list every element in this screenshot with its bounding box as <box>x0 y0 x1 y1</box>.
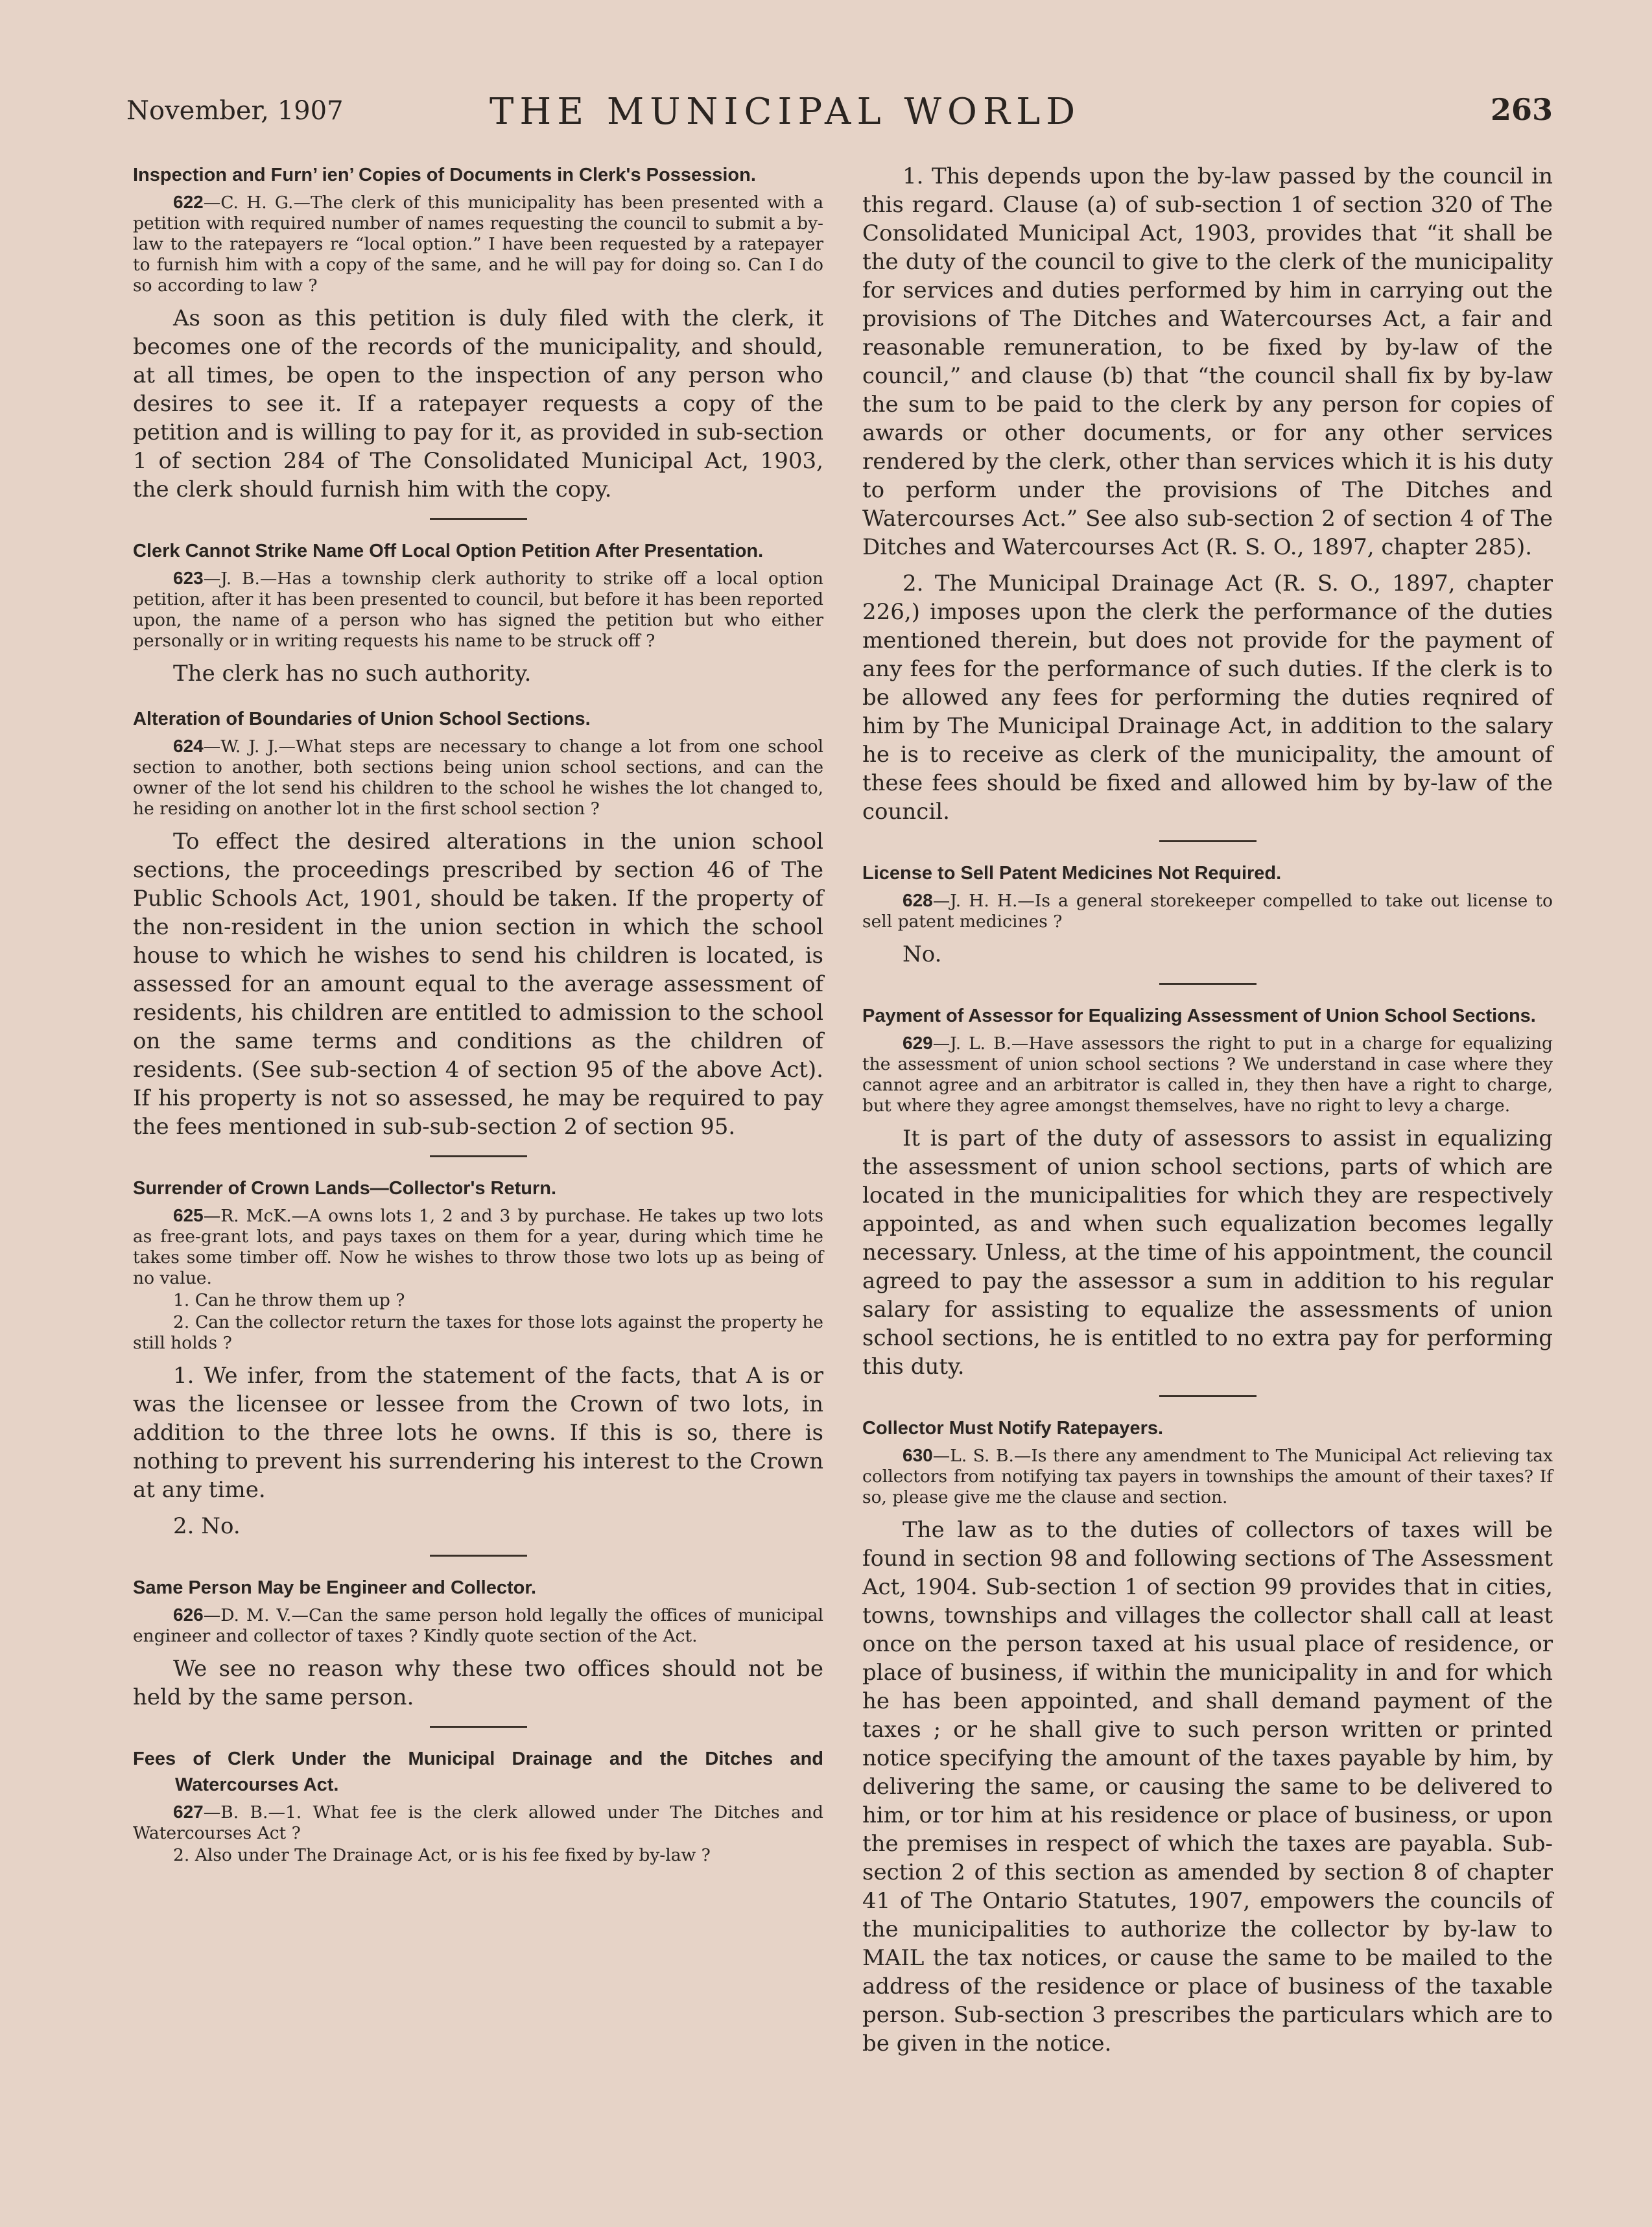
question <box>133 1205 823 1289</box>
question <box>133 192 823 296</box>
section-heading: Payment of Assessor for Equalizing Assessment of Union School Sections. <box>862 1006 1536 1026</box>
question <box>862 890 1553 932</box>
answer: To effect the desired alterations in the union school sections, the proceedings prescribed by section 46 of The Public Schools Act, 1901, should be taken. If the property of the non-resident in the union section in which the school house to which he wishes to send his children is located, is assessed for an amount equal to the average assessment of residents, his children are entitled to admission to the school on the same terms and conditions as the children of residents. (See sub-section 4 of section 95 of the above Act). If his property is not so assessed, he may be required to pay the fees mentioned in sub-sub-section 2 of section 95. <box>133 829 823 1140</box>
question <box>133 568 823 652</box>
section-heading: Fees of Clerk Under the Municipal Drainage and the Ditches and Watercourses Act. <box>133 1749 823 1795</box>
section-heading: Same Person May be Engineer and Collector. <box>133 1577 537 1598</box>
question <box>133 1605 823 1647</box>
question-text: —W. J. J.—What steps are necessary to change a lot from one school section to another, both sections being union school sections, and can the owner of the lot send his children to the school he wishes the lot changed to, he residing on another lot in the first school section ? <box>133 736 823 819</box>
answer: 2. No. <box>173 1513 241 1539</box>
section-625 <box>133 1175 823 1540</box>
question-text: —L. S. B.—Is there any amendment to The Municipal Act relieving tax collectors from notifying tax payers in townships the amount of their taxes? If so, please give me the clause and section. <box>862 1446 1553 1507</box>
section-divider <box>430 1555 527 1557</box>
section-626 <box>133 1575 823 1712</box>
section-628 <box>862 860 1553 969</box>
question-subpart: 2. Can the collector return the taxes for those lots against the property he still holds ? <box>133 1312 823 1353</box>
section-630 <box>862 1415 1553 2058</box>
question-number: 626 <box>173 1605 204 1625</box>
question-number: 628 <box>903 890 933 910</box>
question <box>862 1445 1553 1508</box>
question-text: —J. B.—Has a township clerk authority to strike off a local option petition, after it has been presented to council, but before it has been reported upon, the name of a person who has signed the petition but who either personally or in writing requests his name to be struck off ? <box>133 569 823 651</box>
question-text: —C. H. G.—The clerk of this municipality has been presented with a petition with required number of names requesting the council to submit a by-law to the ratepayers re “local option.” I have been requested by a ratepayer to furnish him with a copy of the same, and he will pay for doing so. Can I do so according to law ? <box>133 193 823 296</box>
question-subpart: 1. Can he throw them up ? <box>173 1290 405 1310</box>
section-627-answers <box>862 162 1553 826</box>
publication-title: THE MUNICIPAL WORLD <box>490 91 1081 133</box>
answer: The clerk has no such authority. <box>173 661 532 687</box>
answer: 2. The Municipal Drainage Act (R. S. O., 1897, chapter 226,) imposes upon the clerk the performance of the duties mentioned therein, but does not provide for the payment of any fees for the performance of such duties. If the clerk is to be allowed any fees for performing the duties reqnired of him by The Municipal Drainage Act, in addition to the salary he is to receive as clerk of the municipality, the amount of these fees should be fixed and allowed him by by-law of the council. <box>862 571 1553 825</box>
right-column <box>862 162 1553 2058</box>
question <box>133 736 823 819</box>
question-subpart: 2. Also under The Drainage Act, or is his fee fixed by by-law ? <box>173 1845 711 1865</box>
answer: We see no reason why these two offices should not be held by the same person. <box>133 1656 823 1710</box>
section-heading: Collector Must Notify Ratepayers. <box>862 1418 1164 1439</box>
section-divider <box>430 1726 527 1728</box>
section-divider <box>430 518 527 520</box>
question-number: 622 <box>173 192 204 212</box>
answer: The law as to the duties of collectors of taxes will be found in section 98 and following sections of The Assessment Act, 1904. Sub-section 1 of section 99 provides that in cities, towns, townships and villages the collector shall call at least once on the person taxed at his usual place of residence, or place of business, if within the municipality in and for which he has been appointed, and shall demand payment of the taxes ; or he shall give to such person written or printed notice specifying the amount of the taxes payable by him, by delivering the same, or causing the same to be delivered to him, or tor him at his residence or place of business, or upon the premises in respect of which the taxes are payabla. Sub-section 2 of this section as amended by section 8 of chapter 41 of The Ontario Statutes, 1907, empowers the councils of the municipalities to authorize the collector by by-law to MAIL the tax notices, or cause the same to be mailed to the address of the residence or place of business of the taxable person. Sub-section 3 prescribes the particulars which are to be given in the notice. <box>862 1517 1553 2056</box>
section-heading: Inspection and Furn’ ien’ Copies of Documents in Clerk's Possession. <box>133 165 756 185</box>
answer: As soon as this petition is duly filed with the clerk, it becomes one of the records of the municipality, and should, at all times, be open to the inspection of any person who desires to see it. If a ratepayer requests a copy of the petition and is willing to pay for it, as provided in sub-section 1 of section 284 of The Consolidated Municipal Act, 1903, the clerk should furnish him with the copy. <box>133 305 823 502</box>
section-heading: Clerk Cannot Strike Name Off Local Option Petition After Presentation. <box>133 541 764 561</box>
section-623 <box>133 538 823 688</box>
section-heading: Alteration of Boundaries of Union School Sections. <box>133 709 591 729</box>
question-text: —B. B.—1. What fee is the clerk allowed under The Ditches and Watercourses Act ? <box>133 1802 823 1843</box>
section-divider <box>1159 1395 1257 1397</box>
answer: It is part of the duty of assessors to assist in equalizing the assessment of union school sections, parts of which are located in the municipalities for which they are respectively appointed, as and when such equalization becomes legally necessary. Unless, at the time of his appointment, the council agreed to pay the assessor a sum in addition to his regular salary for assisting to equalize the assessments of union school sections, he is entitled to no extra pay for performing this duty. <box>862 1125 1553 1380</box>
page-number: 263 <box>1490 92 1553 127</box>
answer: 1. We infer, from the statement of the facts, that A is or was the licensee or lessee from the Crown of two lots, in addition to the three lots he owns. If this is so, there is nothing to prevent his surrendering his interest to the Crown at any time. <box>133 1363 823 1503</box>
question-text: —R. McK.—A owns lots 1, 2 and 3 by purchase. He takes up two lots as free-grant lots, and pays taxes on them for a year, during which time he takes some timber off. Now he wishes to throw those two lots up as being of no value. <box>133 1206 823 1288</box>
section-divider <box>430 1155 527 1157</box>
question-number: 623 <box>173 568 204 588</box>
section-divider <box>1159 840 1257 842</box>
issue-date: November, 1907 <box>126 96 344 126</box>
section-627 <box>133 1746 823 1866</box>
left-column <box>133 162 823 1867</box>
question-number: 630 <box>903 1445 933 1465</box>
question-number: 629 <box>903 1033 933 1053</box>
section-624 <box>133 706 823 1141</box>
question-number: 627 <box>173 1802 204 1822</box>
section-622 <box>133 162 823 504</box>
section-heading: License to Sell Patent Medicines Not Required. <box>862 863 1282 884</box>
section-629 <box>862 1003 1553 1381</box>
question-text: —D. M. V.—Can the same person hold legally the offices of municipal engineer and collector of taxes ? Kindly quote section of the Act. <box>133 1605 823 1646</box>
question <box>133 1802 823 1844</box>
question-text: —J. L. B.—Have assessors the right to put in a charge for equalizing the assessment of union school sections ? We understand in case where they cannot agree and an arbitrator is called in, they then have a right to charge, but where they agree amongst themselves, have no right to levy a charge. <box>862 1033 1553 1116</box>
page-header <box>126 91 1553 143</box>
section-divider <box>1159 983 1257 985</box>
question-number: 624 <box>173 736 204 756</box>
answer: No. <box>903 941 942 967</box>
section-heading: Surrender of Crown Lands—Collector's Return. <box>133 1178 557 1199</box>
question-number: 625 <box>173 1205 204 1225</box>
answer: 1. This depends upon the by-law passed by the council in this regard. Clause (a) of sub-section 1 of section 320 of The Consolidated Municipal Act, 1903, provides that “it shall be the duty of the council to give to the clerk of the municipality for services and duties performed by him in carrying out the provisions of The Ditches and Watercourses Act, a fair and reasonable remuneration, to be fixed by by-law of the council,” and clause (b) that “the council shall fix by by-law the sum to be paid to the clerk by any person for copies of awards or other documents, or for any other services rendered by the clerk, other than services which it is his duty to perform under the provisions of The Ditches and Watercourses Act.” See also sub-section 2 of section 4 of The Ditches and Watercourses Act (R. S. O., 1897, chapter 285). <box>862 163 1553 560</box>
question <box>862 1033 1553 1116</box>
question-text: —J. H. H.—Is a general storekeeper compelled to take out license to sell patent medicines ? <box>862 891 1553 932</box>
